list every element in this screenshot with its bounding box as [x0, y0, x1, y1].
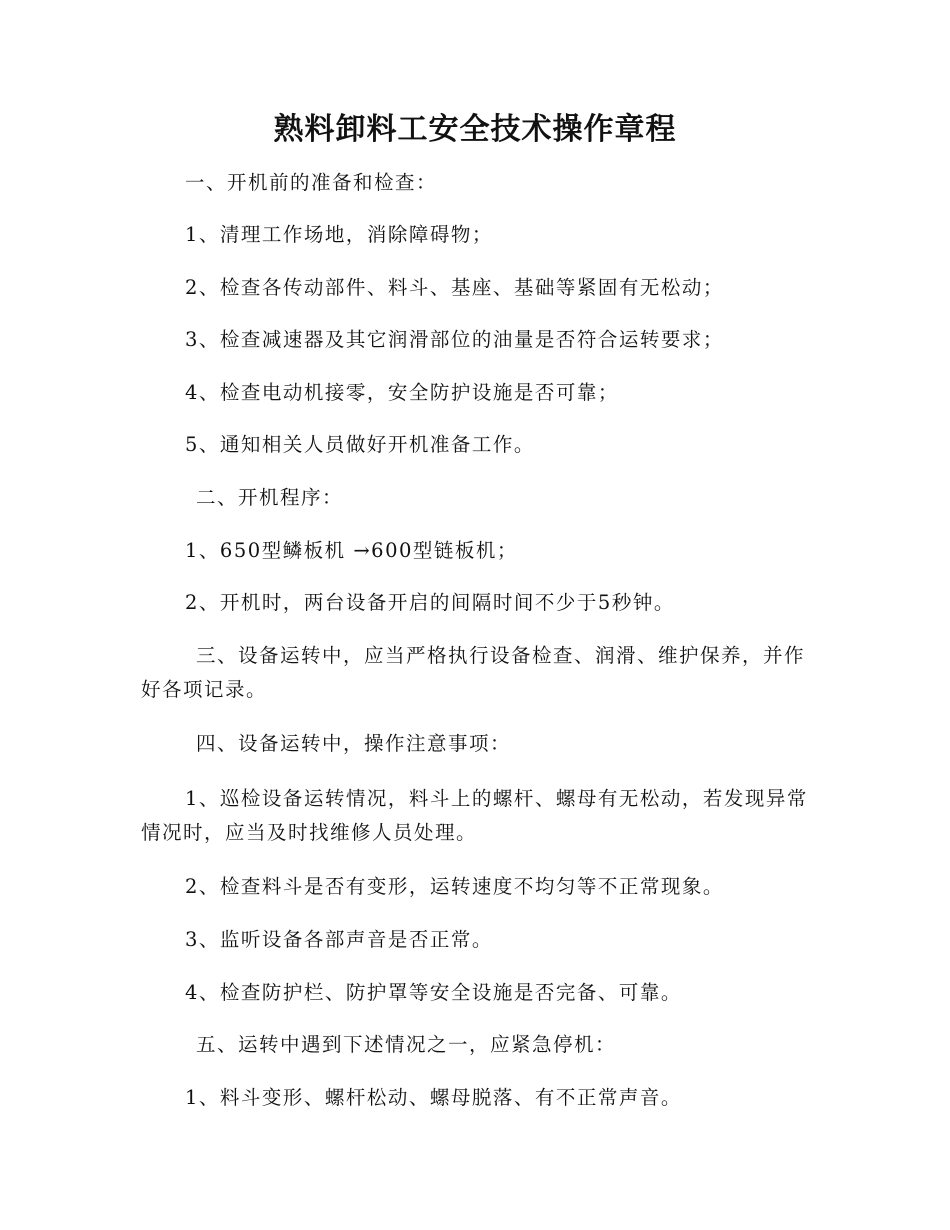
list-item: 3、检查减速器及其它润滑部位的油量是否符合运转要求； — [185, 328, 724, 351]
list-item: 1、650型鳞板机 →600型链板机； — [185, 539, 518, 562]
list-item: 2、开机时，两台设备开启的间隔时间不少于5秒钟。 — [185, 591, 675, 614]
list-item: 1、清理工作场地，消除障碍物； — [185, 223, 493, 246]
section-heading-4: 四、设备运转中，操作注意事项： — [196, 732, 512, 755]
document-title: 熟料卸料工安全技术操作章程 — [273, 112, 677, 147]
list-item: 2、检查料斗是否有变形，运转速度不均匀等不正常现象。 — [185, 875, 724, 898]
section-heading-3: 三、设备运转中，应当严格执行设备检查、润滑、维护保养，并作好各项记录。 — [141, 644, 806, 701]
section-heading-2: 二、开机程序： — [196, 486, 344, 509]
list-item: 5、通知相关人员做好开机准备工作。 — [185, 433, 535, 456]
list-item: 3、监听设备各部声音是否正常。 — [185, 928, 493, 951]
section-heading-1: 一、开机前的准备和检查： — [185, 171, 438, 194]
list-item: 1、巡检设备运转情况，料斗上的螺杆、螺母有无松动，若发现异常情况时，应当及时找维修人员处理。 — [141, 787, 808, 844]
list-item: 1、料斗变形、螺杆松动、螺母脱落、有不正常声音。 — [185, 1086, 682, 1109]
list-item: 4、检查电动机接零，安全防护设施是否可靠； — [185, 381, 619, 404]
list-item: 2、检查各传动部件、料斗、基座、基础等紧固有无松动； — [185, 276, 724, 299]
section-heading-5: 五、运转中遇到下述情况之一，应紧急停机： — [196, 1033, 617, 1056]
list-item: 4、检查防护栏、防护罩等安全设施是否完备、可靠。 — [185, 981, 682, 1004]
